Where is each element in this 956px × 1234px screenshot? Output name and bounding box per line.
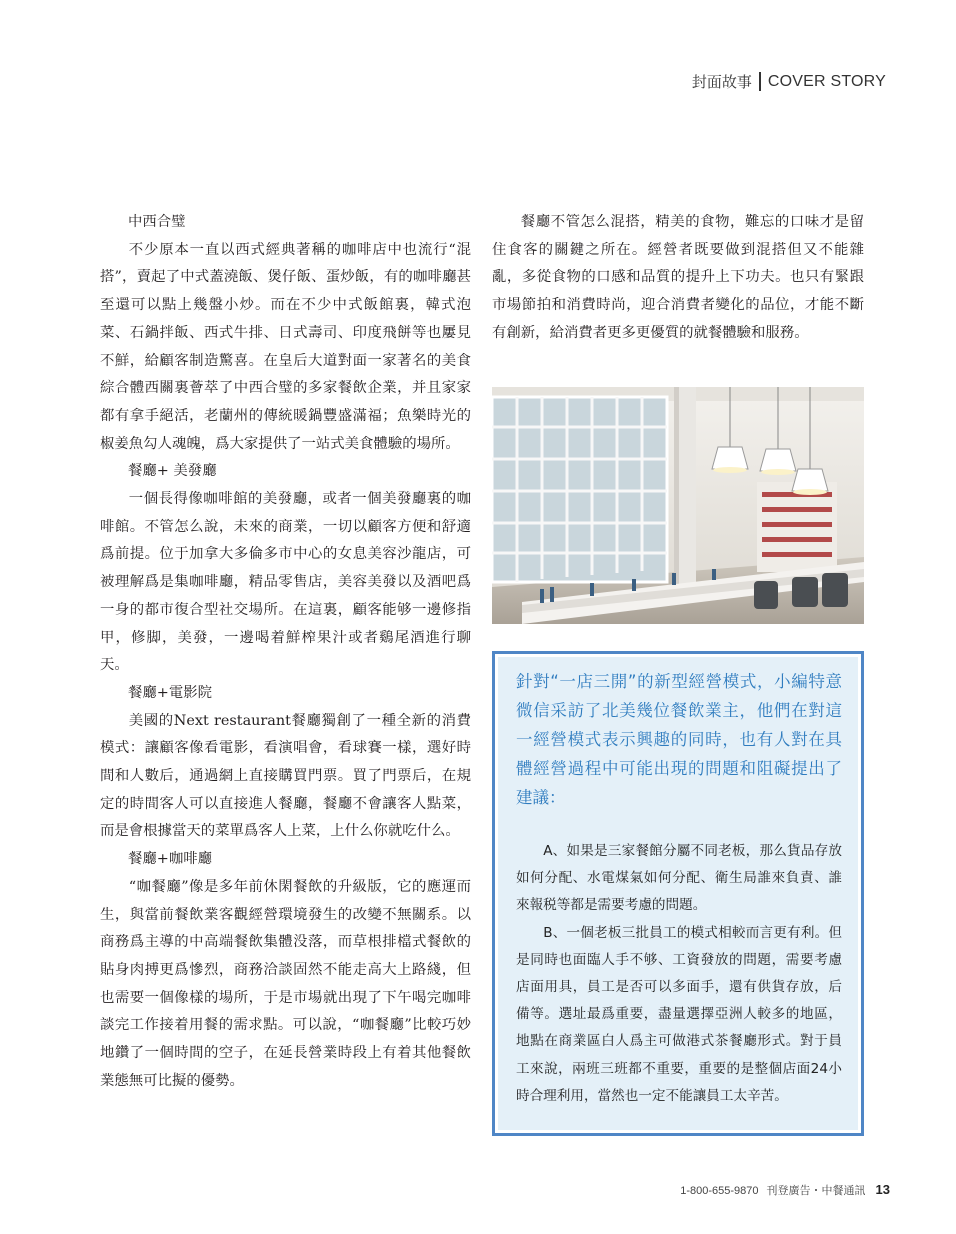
interview-sidebar-box (492, 651, 864, 1136)
footer-phone: 1-800-655-9870 (680, 1185, 759, 1197)
sidebar-body (516, 838, 842, 1110)
body-paragraph: 一個長得像咖啡館的美發廳，或者一個美發廳裏的咖啡館。不管怎么說，未來的商業，一切以顧客方便和舒適爲前提。位于加拿大多倫多市中心的女息美容沙龍店，可被理解爲是集咖啡廳，精品零售店，美容美發以及酒吧爲一身的都市復合型社交場所。在這裏，顧客能够一邊修指甲，修脚，美發，一邊喝着鮮榨果汁或者鷄尾酒進行聊天。 (100, 491, 471, 674)
header-zh: 封面故事 (691, 73, 752, 91)
sidebar-title: 針對“一店三開”的新型經營模式，小編特意微信采訪了北美幾位餐飲業主，他們在對這一經營模式表示興趣的同時，也有人對在具體經營過程中可能出現的問題和阻礙提出了建議： (516, 672, 842, 807)
section-header (692, 71, 886, 92)
page-footer (680, 1182, 890, 1198)
body-paragraph: 餐廳不管怎么混搭，精美的食物，難忘的口味才是留住食客的關鍵之所在。經營者既要做到混搭但又不能雜亂，多從食物的口感和品質的提升上下功夫。也只有緊跟市場節拍和消費時尚，迎合消費者變化的品位，才能不斷有創新，給消費者更多更優質的就餐體驗和服務。 (492, 214, 864, 341)
section-heading: 餐廳+電影院 (128, 684, 213, 701)
body-paragraph: 不少原本一直以西式經典著稱的咖啡店中也流行“混搭”，賣起了中式蓋澆飯、煲仔飯、蛋炒飯，有的咖啡廳甚至還可以點上幾盤小炒。而在不少中式飯館裏，韓式泡菜、石鍋拌飯、西式牛排、日式壽司、印度飛餅等也屢見不鮮，給顧客制造驚喜。在皇后大道對面一家著名的美食綜合體西關裏薈萃了中西合璧的多家餐飲企業，并且家家都有拿手絕活，老蘭州的傳統暖鍋豐盛滿福；魚樂時光的椒姜魚勾人魂魄，爲大家提供了一站式美食體驗的場所。 (100, 241, 471, 452)
right-column (492, 209, 864, 348)
sidebar-point-a: A、如果是三家餐館分屬不同老板，那么貨品存放如何分配、水電煤氣如何分配、衛生局誰來負責、誰來報税等都是需要考慮的問題。 (516, 843, 842, 914)
footer-text: 刊登廣告・中餐通訊 (766, 1185, 866, 1197)
header-divider (759, 72, 761, 91)
body-paragraph: 美國的Next restaurant餐廳獨創了一種全新的消費模式：讓顧客像看電影，看演唱會，看球賽一樣，選好時間和人數后，通過網上直接購買門票。買了門票后，在規定的時間客人可以直接進人餐廳，餐廳不會讓客人點菜，而是會根據當天的菜單爲客人上菜，上什么你就吃什么。 (100, 712, 471, 840)
section-heading: 餐廳+咖啡廳 (128, 851, 213, 868)
sidebar-inner (498, 657, 858, 1130)
restaurant-interior-photo (492, 387, 864, 624)
body-paragraph: “咖餐廳”像是多年前休閑餐飲的升級版，它的應運而生，與當前餐飲業客觀經營環境發生的改變不無關系。以商務爲主導的中高端餐飲集體没落，而草根排檔式餐飲的貼身肉搏更爲慘烈，商務洽談固然不能走高大上路綫，但也需要一個像樣的場所，于是市場就出現了下午喝完咖啡談完工作接着用餐的需求點。可以說，“咖餐廳”比較巧妙地鑽了一個時間的空子，在延長營業時段上有着其他餐飲業態無可比擬的優勢。 (100, 878, 471, 1089)
left-column (100, 209, 471, 1096)
page-number: 13 (875, 1182, 890, 1197)
restaurant-illustration (492, 387, 864, 624)
section-heading: 中西合璧 (128, 214, 186, 230)
section-heading: 餐廳+ 美發廳 (128, 463, 217, 480)
header-en: COVER STORY (767, 72, 886, 90)
sidebar-point-b: B、一個老板三批員工的模式相較而言更有利。但是同時也面臨人手不够、工資發放的問題，需要考慮店面用具，員工是否可以多面手，還有供貨存放，后備等。選址最爲重要，盡量選擇亞洲人較多的地區，地點在商業區白人爲主可做港式茶餐廳形式。對于員工來說，兩班三班都不重要，重要的是整個店面24小時合理利用，當然也一定不能讓員工太辛苦。 (516, 924, 842, 1104)
